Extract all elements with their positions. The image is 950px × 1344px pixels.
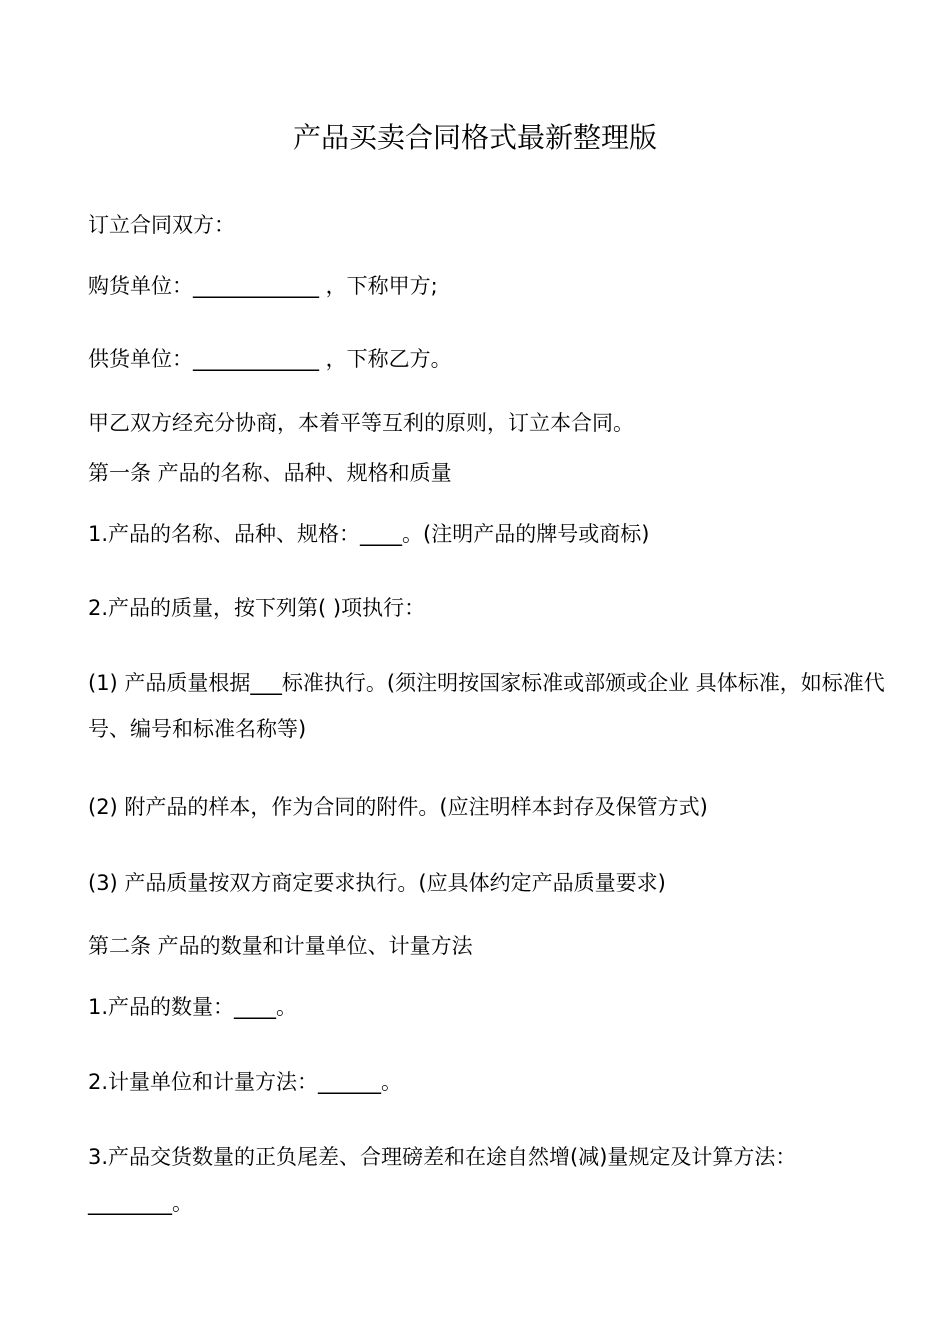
paragraph-tolerance: 3.产品交货数量的正负尾差、合理磅差和在途自然增(减)量规定及计算方法：________。 bbox=[88, 1145, 797, 1215]
article-one-heading: 第一条 产品的名称、品种、规格和质量 bbox=[88, 461, 452, 485]
article-two-heading: 第二条 产品的数量和计量单位、计量方法 bbox=[88, 934, 473, 958]
document-title: 产品买卖合同格式最新整理版 bbox=[292, 121, 657, 154]
paragraph-product-name: 1.产品的名称、品种、规格：____。(注明产品的牌号或商标) bbox=[88, 522, 650, 546]
paragraph-parties: 订立合同双方： bbox=[88, 213, 235, 237]
paragraph-seller: 供货单位：____________ ，下称乙方。 bbox=[88, 347, 452, 371]
paragraph-quantity: 1.产品的数量：____。 bbox=[88, 995, 298, 1019]
paragraph-measurement: 2.计量单位和计量方法：______。 bbox=[88, 1070, 403, 1094]
paragraph-quality-standard: (1) 产品质量根据___标准执行。(须注明按国家标准或部颁或企业 具体标准，如标准代号、编号和标准名称等) bbox=[88, 671, 885, 741]
paragraph-quality-agreed: (3) 产品质量按双方商定要求执行。(应具体约定产品质量要求) bbox=[88, 871, 666, 895]
paragraph-quality-sample: (2) 附产品的样本，作为合同的附件。(应注明样本封存及保管方式) bbox=[88, 795, 708, 819]
paragraph-agreement: 甲乙双方经充分协商，本着平等互利的原则，订立本合同。 bbox=[88, 411, 634, 435]
paragraph-buyer: 购货单位：____________ ，下称甲方; bbox=[88, 274, 438, 298]
paragraph-product-quality: 2.产品的质量，按下列第( )项执行： bbox=[88, 596, 426, 620]
